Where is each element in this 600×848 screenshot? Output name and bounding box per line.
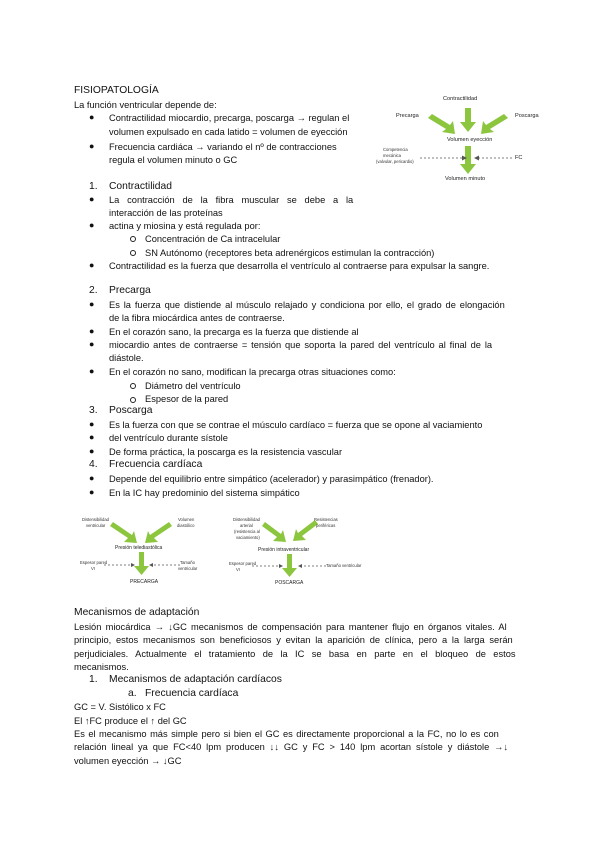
- subsub-heading: Frecuencia cardíaca: [145, 688, 239, 699]
- s2-sub-2: Espesor de la pared: [145, 394, 229, 404]
- section-4-number: 4.: [89, 459, 98, 470]
- s1-sub-1: Concentración de Ca intracelular: [145, 234, 281, 244]
- s3-bullet-1: Es la fuerza con que se contrae el músculo cardíaco = fuerza que se opone al vaciamiento: [109, 420, 483, 430]
- d2-right-side-l1: Espesor pared: [229, 561, 257, 566]
- s1-bullet-3: Contractilidad es la fuerza que desarrolla el ventrículo al contraerse para expulsar la sangre.: [109, 261, 490, 271]
- s1-bullet-2: actina y miosina y está regulada por:: [109, 221, 261, 231]
- s1-bullet-1-line-1: La contracción de la fibra muscular se debe a la: [109, 195, 354, 205]
- s2-bullet-3-line-2: diástole.: [109, 353, 144, 363]
- bullet: ●: [89, 112, 95, 122]
- subsub-number: a.: [128, 688, 137, 699]
- diagram1-volumen-eyeccion: Volumen eyección: [447, 137, 493, 143]
- circle-bullet: [130, 397, 136, 403]
- circle-bullet: [130, 236, 136, 242]
- p2-line-1: Es el mecanismo más simple pero si bien el GC es directamente proporcional a la FC, no lo es con: [74, 729, 499, 739]
- d2-right-center: Presión intraventricular: [258, 547, 310, 553]
- intro-bullet-2-line-2: regula el volumen minuto o GC: [109, 155, 238, 165]
- arrow-right-a: [262, 522, 286, 542]
- diagram1-volumen-minuto: Volumen minuto: [445, 176, 486, 182]
- bullet: ●: [89, 339, 95, 349]
- arrow-left-down: [134, 552, 149, 575]
- d2-left-b-l2: diastólico: [177, 523, 195, 528]
- section-1-heading: Contractilidad: [109, 181, 172, 192]
- d2-right-a-l2: arterial: [240, 523, 253, 528]
- bullet: ●: [89, 446, 95, 456]
- s2-bullet-4: En el corazón no sano, modifican la precarga otras situaciones como:: [109, 367, 396, 377]
- section-2-heading: Precarga: [109, 285, 151, 296]
- section-3-number: 3.: [89, 405, 98, 416]
- s2-bullet-1-line-2: de la fibra miocárdica antes de contraerse.: [109, 313, 285, 323]
- diagram1-competencia-l1: Competencia: [383, 147, 408, 152]
- diagram1-competencia-l2: mecánica: [383, 153, 401, 158]
- d2-left-side-l2: VI: [91, 566, 95, 571]
- bullet: ●: [89, 366, 95, 376]
- p2-line-2: relación lineal ya que FC<40 lpm producen ↓↓ GC y FC > 140 lpm acortan sístole y diástole →↓: [74, 742, 509, 752]
- circle-bullet: [130, 383, 136, 389]
- s3-bullet-3: De forma práctica, la poscarga es la resistencia vascular: [109, 447, 343, 457]
- arrow-poscarga-diag: [481, 114, 508, 134]
- section-1-number: 1.: [89, 181, 98, 192]
- fc-line: El ↑FC produce el ↑ del GC: [74, 716, 187, 726]
- s2-bullet-3-line-1: miocardio antes de contraerse = tensión que soporta la pared del ventrículo al final de la: [109, 340, 493, 350]
- intro-bullet-1-line-2: volumen expulsado en cada latido = volumen de eyección: [109, 127, 348, 137]
- bullet: ●: [89, 326, 95, 336]
- bullet: ●: [89, 432, 95, 442]
- diagram1-precarga: Precarga: [396, 113, 419, 119]
- d2-right-side-r: Tamaño ventricular: [326, 563, 362, 568]
- sub-heading: Mecanismos de adaptación cardíacos: [109, 674, 282, 685]
- s2-bullet-2: En el corazón sano, la precarga es la fuerza que distiende al: [109, 327, 359, 337]
- mecanismos-p-line-4: mecanismos.: [74, 662, 129, 672]
- bullet: ●: [89, 220, 95, 230]
- circle-bullet: [130, 250, 136, 256]
- section-3-heading: Poscarga: [109, 405, 153, 416]
- mecanismos-p-line-1: Lesión miocárdica → ↓GC mecanismos de compensación para mantener flujo en órganos vitales. Al: [74, 622, 507, 632]
- diagram1-contractilidad: Contractilidad: [443, 96, 478, 102]
- diagram1-poscarga: Poscarga: [515, 113, 539, 119]
- d2-right-side-l2: VI: [236, 567, 240, 572]
- d2-right-a-l3: (resistencia al: [234, 529, 260, 534]
- formula: GC = V. Sistólico x FC: [74, 702, 166, 712]
- d2-left-side-l1: Espesor pared: [80, 560, 108, 565]
- bullet: ●: [89, 419, 95, 429]
- bullet: ●: [89, 487, 95, 497]
- s4-bullet-2: En la IC hay predominio del sistema simpático: [109, 488, 300, 498]
- diagram1-competencia-l3: (valvular, pericardio): [376, 159, 414, 164]
- section-4-heading: Frecuencia cardíaca: [109, 459, 203, 470]
- page-title: FISIOPATOLOGÍA: [74, 85, 159, 96]
- d2-left-center: Presión telediastólica: [115, 545, 163, 551]
- d2-right-a-l4: vaciamiento): [236, 535, 260, 540]
- s1-bullet-1-line-2: interacción de las proteínas: [109, 208, 223, 218]
- d2-left-b-l1: Volumen: [178, 517, 195, 522]
- d2-left-a-l2: ventricular: [86, 523, 106, 528]
- intro-lead: La función ventricular depende de:: [74, 100, 217, 110]
- diagram1-fc: FC: [515, 155, 523, 161]
- arrow-left-b: [145, 522, 172, 543]
- sub-number: 1.: [89, 674, 98, 685]
- d2-left-side-r-l2: ventricular: [178, 566, 198, 571]
- d2-left-side-r-l1: Tamaño: [180, 560, 195, 565]
- d2-left-result: PRECARGA: [130, 579, 159, 585]
- s3-bullet-2: del ventrículo durante sístole: [109, 433, 228, 443]
- arrow-contractilidad-down: [460, 108, 476, 132]
- bullet: ●: [89, 473, 95, 483]
- d2-right-result: POSCARGA: [275, 580, 304, 586]
- arrow-right-down: [282, 554, 297, 577]
- bullet: ●: [89, 260, 95, 270]
- s1-sub-2: SN Autónomo (receptores beta adrenérgicos estimulan la contracción): [145, 248, 435, 258]
- arrow-left-a: [110, 522, 137, 543]
- arrow-precarga-diag: [428, 114, 455, 134]
- d2-right-a-l1: Distensibilidad: [233, 517, 260, 522]
- d2-right-b-l1: Resistencias: [314, 517, 338, 522]
- mecanismos-p-line-3: perjudiciales. Actualmente el tratamiento de la IC se basa en parte en el bloqueo de estos: [74, 649, 516, 659]
- bullet: ●: [89, 141, 95, 151]
- bullet: ●: [89, 299, 95, 309]
- bullet: ●: [89, 194, 95, 204]
- intro-bullet-2-line-1: Frecuencia cardiáca → variando el nº de contracciones: [109, 142, 337, 152]
- s2-bullet-1-line-1: Es la fuerza que distiende al músculo relajado y condiciona por ello, el grado de elongación: [109, 300, 505, 310]
- d2-right-b-l2: periféricas: [316, 523, 336, 528]
- section-2-number: 2.: [89, 285, 98, 296]
- mecanismos-p-line-2: principio, estos mecanismos son beneficiosos y evitan la aparición de clínica, pero a la larga serán: [74, 635, 513, 645]
- arrow-right-b: [293, 520, 318, 541]
- s4-bullet-1: Depende del equilibrio entre simpático (acelerador) y parasimpático (frenador).: [109, 474, 434, 484]
- intro-bullet-1-line-1: Contractilidad miocardio, precarga, poscarga → regulan el: [109, 113, 350, 123]
- mecanismos-heading: Mecanismos de adaptación: [74, 607, 200, 618]
- s2-sub-1: Diámetro del ventrículo: [145, 381, 241, 391]
- d2-left-a-l1: Distensibilidad: [82, 517, 109, 522]
- p2-line-3: volumen eyección → ↓GC: [74, 756, 182, 766]
